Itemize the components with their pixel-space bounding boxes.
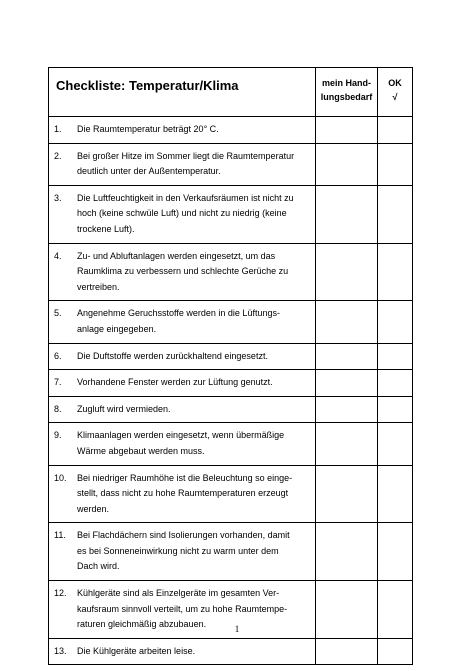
checklist-row — [49, 465, 413, 523]
item-cell — [49, 638, 316, 665]
item-text: Die Duftstoffe werden zurückhaltend eingesetzt. — [77, 350, 268, 361]
item-text: Bei Flachdächern sind Isolierungen vorhanden, damit es bei Sonneneinwirkung nicht zu warm unter dem Dach wird. — [77, 530, 290, 572]
item-cell — [49, 301, 316, 343]
item-number: 4. — [54, 250, 62, 261]
ok-cell[interactable] — [378, 343, 413, 370]
item-text: Die Kühlgeräte arbeiten leise. — [77, 645, 196, 656]
item-number: 6. — [54, 350, 62, 361]
item-cell — [49, 143, 316, 185]
handlungsbedarf-header: mein Hand- lungsbedarf — [320, 78, 373, 102]
item-cell — [49, 370, 316, 397]
handlungsbedarf-cell[interactable] — [316, 243, 378, 301]
ok-cell[interactable] — [378, 143, 413, 185]
handlungsbedarf-cell[interactable] — [316, 638, 378, 665]
handlungsbedarf-cell[interactable] — [316, 465, 378, 523]
checklist-row — [49, 523, 413, 581]
title-cell — [49, 68, 316, 117]
checklist-row — [49, 185, 413, 243]
handlungsbedarf-cell[interactable] — [316, 301, 378, 343]
item-number: 5. — [54, 308, 62, 319]
item-number: 12. — [54, 588, 67, 599]
item-cell — [49, 185, 316, 243]
page-number: 1 — [234, 624, 240, 634]
ok-cell[interactable] — [378, 638, 413, 665]
checklist-table — [48, 67, 413, 665]
checklist-title: Checkliste: Temperatur/Klima — [56, 78, 239, 93]
item-number: 13. — [54, 645, 67, 656]
checklist-row — [49, 243, 413, 301]
need-header-cell — [316, 68, 378, 117]
ok-cell[interactable] — [378, 185, 413, 243]
item-text: Vorhandene Fenster werden zur Lüftung genutzt. — [77, 377, 273, 388]
item-text: Bei großer Hitze im Sommer liegt die Raumtemperatur deutlich unter der Außentemperatur. — [77, 150, 295, 177]
checklist-row — [49, 396, 413, 423]
item-number: 2. — [54, 150, 62, 161]
handlungsbedarf-cell[interactable] — [316, 523, 378, 581]
handlungsbedarf-cell[interactable] — [316, 396, 378, 423]
item-number: 3. — [54, 192, 62, 203]
ok-cell[interactable] — [378, 423, 413, 465]
item-cell — [49, 117, 316, 144]
item-number: 9. — [54, 430, 62, 441]
item-cell — [49, 396, 316, 423]
item-number: 8. — [54, 403, 62, 414]
ok-cell[interactable] — [378, 396, 413, 423]
checklist-row — [49, 301, 413, 343]
ok-cell[interactable] — [378, 243, 413, 301]
checklist-row — [49, 343, 413, 370]
item-text: Zugluft wird vermieden. — [77, 403, 171, 414]
item-number: 11. — [54, 530, 66, 541]
handlungsbedarf-cell[interactable] — [316, 117, 378, 144]
item-cell — [49, 423, 316, 465]
item-cell — [49, 523, 316, 581]
handlungsbedarf-cell[interactable] — [316, 185, 378, 243]
checklist-row — [49, 143, 413, 185]
handlungsbedarf-cell[interactable] — [316, 343, 378, 370]
item-text: Klimaanlagen werden eingesetzt, wenn übermäßige Wärme abgebaut werden muss. — [77, 430, 285, 456]
item-text: Zu- und Abluftanlagen werden eingesetzt, um das Raumklima zu verbessern und schlechte Gerüche zu vertreiben. — [77, 250, 289, 292]
ok-cell[interactable] — [378, 301, 413, 343]
checklist-row — [49, 638, 413, 665]
item-number: 10. — [54, 472, 67, 483]
item-text: Angenehme Geruchsstoffe werden in die Lüftungs- anlage eingegeben. — [77, 308, 280, 334]
item-text: Bei niedriger Raumhöhe ist die Beleuchtung so einge- stellt, dass nicht zu hohe Raumtemperaturen erzeugt werden. — [77, 472, 293, 514]
checklist-row — [49, 423, 413, 465]
item-text: Die Luftfeuchtigkeit in den Verkaufsräumen ist nicht zu hoch (keine schwüle Luft) und nicht zu niedrig (keine trockene Luft). — [77, 192, 294, 234]
handlungsbedarf-cell[interactable] — [316, 423, 378, 465]
item-text: Kühlgeräte sind als Einzelgeräte im gesamten Ver- kaufsraum sinnvoll verteilt, um zu hohe Raumtempe- raturen gleichmäßig abzubauen. — [77, 588, 288, 630]
item-cell — [49, 343, 316, 370]
ok-header-cell — [378, 68, 413, 117]
item-number: 1. — [54, 124, 62, 134]
checklist-row — [49, 117, 413, 144]
checklist-row — [49, 370, 413, 397]
checkmark-icon: √ — [392, 92, 398, 102]
item-number: 7. — [54, 377, 62, 388]
item-cell — [49, 465, 316, 523]
ok-cell[interactable] — [378, 117, 413, 144]
handlungsbedarf-cell[interactable] — [316, 370, 378, 397]
ok-cell[interactable] — [378, 465, 413, 523]
ok-cell[interactable] — [378, 523, 413, 581]
item-cell — [49, 243, 316, 301]
handlungsbedarf-cell[interactable] — [316, 143, 378, 185]
item-text: Die Raumtemperatur beträgt 20° C. — [77, 124, 219, 134]
header-row — [49, 68, 413, 117]
ok-header: OK — [388, 78, 402, 88]
ok-cell[interactable] — [378, 370, 413, 397]
